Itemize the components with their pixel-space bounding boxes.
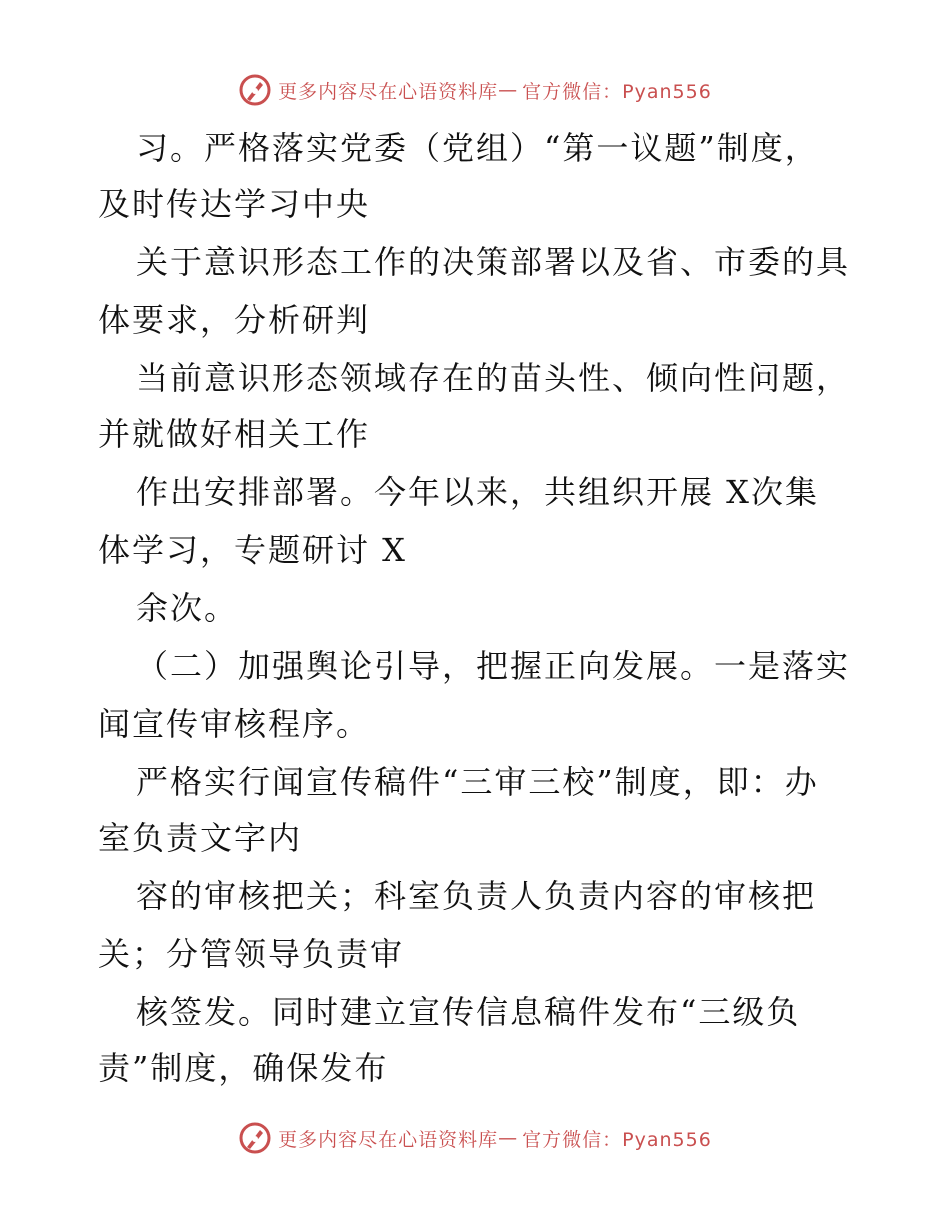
body-line: 容的审核把关；科室负责人负责内容的审核把: [136, 877, 817, 915]
quill-pen-circle-icon: [238, 73, 272, 107]
body-line: 严格实行闻宣传稿件“三审三校”制度，即：办: [136, 763, 819, 801]
quill-pen-circle-icon: [238, 1121, 272, 1155]
body-line: 习。严格落实党委（党组）“第一议题”制度，: [136, 129, 819, 167]
body-line: 责”制度，确保发布: [98, 1049, 389, 1087]
body-line: 核签发。同时建立宣传信息稿件发布“三级负: [136, 993, 801, 1031]
header-promo-text: 更多内容尽在心语资料库: [278, 80, 499, 103]
body-line: 体学习，专题研讨 X: [98, 531, 407, 569]
footer-dash: —: [498, 1127, 519, 1149]
footer-banner: [0, 1118, 950, 1158]
body-line: 及时传达学习中央: [98, 185, 371, 223]
body-line: 室负责文字内: [98, 819, 303, 857]
header-contact-text: 官方微信：Pyan556: [522, 80, 712, 103]
body-line: 作出安排部署。今年以来，共组织开展 X次集: [136, 473, 819, 511]
body-line: 余次。: [136, 589, 239, 627]
body-line: 当前意识形态领域存在的苗头性、倾向性问题，: [136, 359, 851, 397]
body-line: 体要求，分析研判: [98, 301, 371, 339]
body-line: 关；分管领导负责审: [98, 935, 405, 973]
header-banner: [0, 70, 950, 110]
body-line: 关于意识形态工作的决策部署以及省、市委的具: [136, 243, 851, 281]
body-line: 闻宣传审核程序。: [98, 705, 371, 743]
footer-promo-text: 更多内容尽在心语资料库: [278, 1128, 499, 1151]
footer-contact-text: 官方微信：Pyan556: [522, 1128, 712, 1151]
header-dash: —: [498, 79, 519, 101]
body-line: 并就做好相关工作: [98, 415, 371, 453]
body-line: （二）加强舆论引导，把握正向发展。一是落实: [136, 647, 851, 685]
